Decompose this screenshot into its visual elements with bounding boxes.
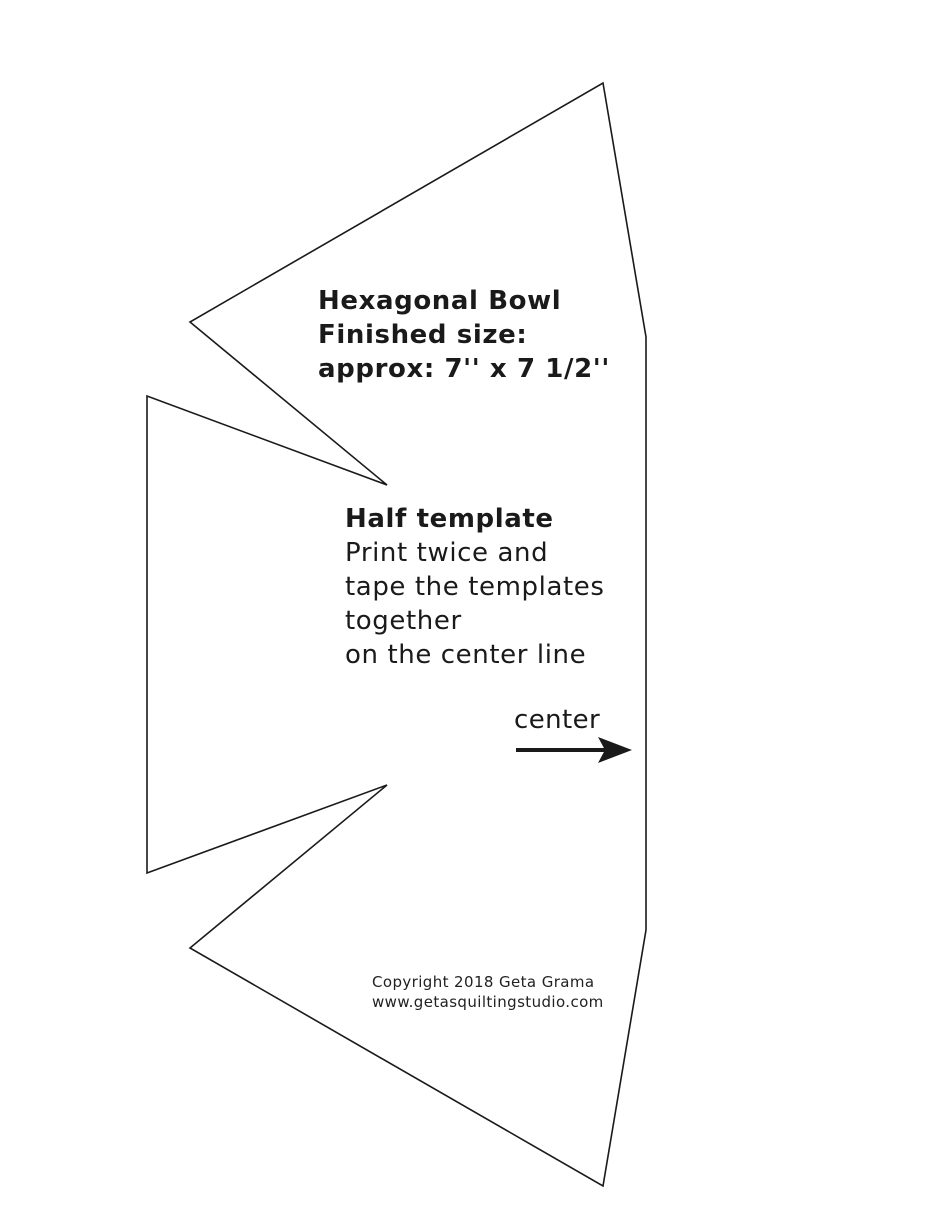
instruction-line: tape the templates bbox=[345, 572, 605, 602]
finished-size-value: approx: 7'' x 7 1/2'' bbox=[318, 354, 610, 384]
copyright-notice: Copyright 2018 Geta Grama bbox=[372, 973, 595, 991]
center-label: center bbox=[514, 705, 601, 735]
instructions-block bbox=[345, 502, 605, 672]
instruction-line: Print twice and bbox=[345, 538, 549, 568]
instruction-line: together bbox=[345, 606, 462, 636]
pattern-title-block bbox=[318, 284, 610, 386]
copyright-block bbox=[372, 972, 604, 1012]
pattern-title: Hexagonal Bowl bbox=[318, 286, 562, 316]
website-text: www.getasquiltingstudio.com bbox=[372, 993, 604, 1011]
instructions-heading: Half template bbox=[345, 504, 554, 534]
instruction-line: on the center line bbox=[345, 640, 587, 670]
finished-size-label: Finished size: bbox=[318, 320, 528, 350]
